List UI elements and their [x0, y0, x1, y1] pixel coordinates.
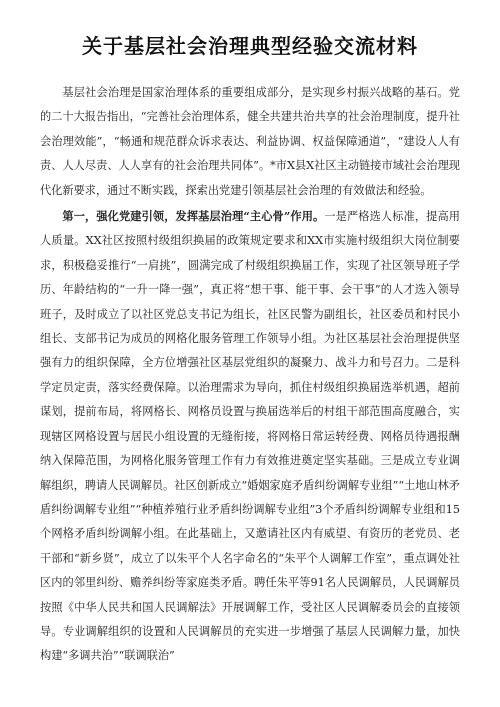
document-title: 关于基层社会治理典型经验交流材料: [82, 34, 418, 58]
paragraph-intro-text: 基层社会治理是国家治理体系的重要组成部分，是实现乡村振兴战略的基石。党的二十大报告指出，“完善社会治理体系，健全共建共治共享的社会治理制度，提升社会治理效能”，“畅通和规范群众诉求表达、利益协调、权益保障通道”，“建设人人有责、人人尽责、人人享有的社会治理共同体”。*市X县X社区主动链接市域社会治理现代化新要求，通过不断实践，探索出党建引领基层社会治理的有效做法和经验。: [40, 86, 460, 197]
paragraph-first-point-heading: 第一，强化党建引领，发挥基层治理“主心骨”作用。: [62, 209, 325, 224]
paragraph-intro: [40, 81, 460, 203]
paragraph-first-point: [40, 204, 460, 669]
paragraph-first-point-text: 一是严格选人标准，提高用人质量。XX社区按照村级组织换届的政策规定要求和XX市实施村级组织大岗位制要求，积极稳妥推行“一肩挑”，圆满完成了村级组织换届工作，实现了社区领导班子学历、年龄结构的“一升一降一强”，真正将“想干事、能干事、会干事”的人才选入领导班子，及时成立了以社区党总支书记为组长，社区民警为副组长，社区委员和村民小组长、支部书记为成员的网格化服务管理工作领导小组。为社区基层社会治理提供坚强有力的组织保障，全方位增强社区基层党组织的凝聚力、战斗力和号召力。二是科学定员定责，落实经费保障。以治理需求为导向，抓住村级组织换届选举机遇，超前谋划，提前布局，将网格长、网格员设置与换届选举后的村组干部范围高度融合，实现辖区网格设置与居民小组设置的无缝衔接，将网格日常运转经费、网格员待遇报酬纳入保障范围，为网格化服务管理工作有力有效推进奠定坚实基础。三是成立专业调解组织，聘请人民调解员。社区创新成立“婚姻家庭矛盾纠纷调解专业组”“土地山林矛盾纠纷调解专业组”“种植养殖行业矛盾纠纷调解专业组”3个矛盾纠纷调解专业组和15个网格矛盾纠纷调解小组。在此基础上，又邀请社区内有威望、有资历的老党员、老干部和“新乡贤”，成立了以朱平个人名字命名的“朱平个人调解工作室”，重点调处社区内的邻里纠纷、赡养纠纷等家庭类矛盾。聘任朱平等91名人民调解员，人民调解员按照《中华人民共和国人民调解法》开展调解工作，受社区人民调解委员会的直接领导。专业调解组织的设置和人民调解员的充实进一步增强了基层人民调解力量，加快构建“多调共治”“联调联治”: [40, 210, 460, 663]
